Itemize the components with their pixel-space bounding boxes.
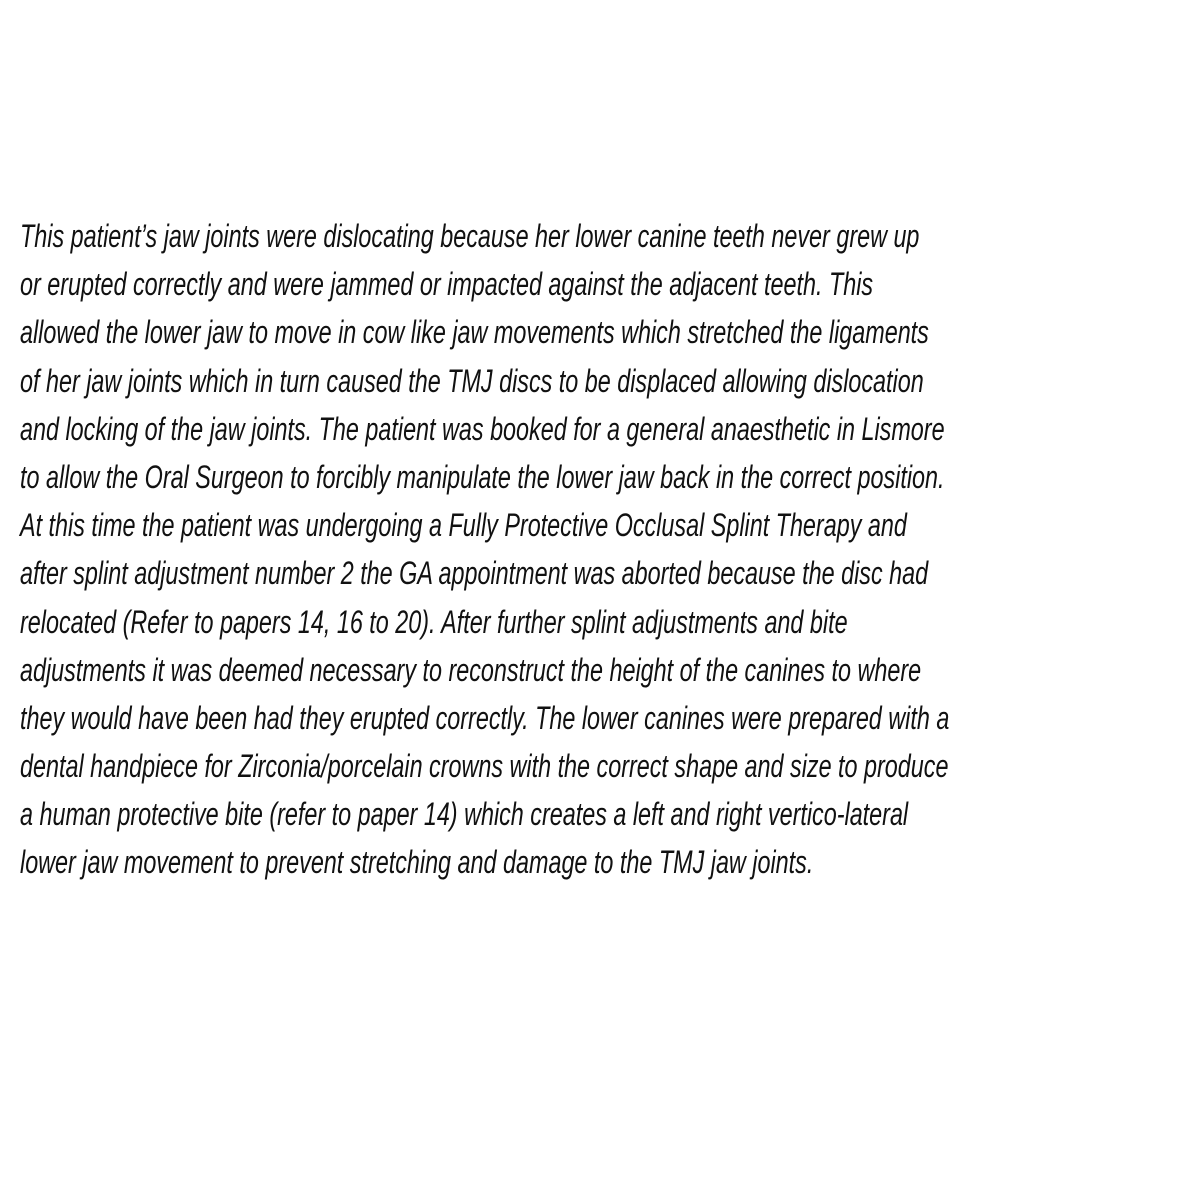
text-line: or erupted correctly and were jammed or impacted against the adjacent teeth. This [20,266,874,303]
text-line: allowed the lower jaw to move in cow like jaw movements which stretched the ligaments [20,314,929,351]
text-line: lower jaw movement to prevent stretching and damage to the TMJ jaw joints. [20,844,814,881]
text-line: dental handpiece for Zirconia/porcelain crowns with the correct shape and size to produce [20,748,949,785]
text-line: adjustments it was deemed necessary to reconstruct the height of the canines to where [20,651,922,688]
text-line: a human protective bite (refer to paper 14) which creates a left and right vertico-lateral [20,796,909,833]
text-line: and locking of the jaw joints. The patient was booked for a general anaesthetic in Lismore [20,410,945,447]
text-line: to allow the Oral Surgeon to forcibly manipulate the lower jaw back in the correct position. [20,458,945,495]
body-paragraph [20,212,1200,887]
text-line: they would have been had they erupted correctly. The lower canines were prepared with a [20,699,950,736]
text-line: after splint adjustment number 2 the GA appointment was aborted because the disc had [20,555,929,592]
text-line: relocated (Refer to papers 14, 16 to 20). After further splint adjustments and bite [20,603,848,640]
text-line: of her jaw joints which in turn caused the TMJ discs to be displaced allowing dislocation [20,362,924,399]
text-line: At this time the patient was undergoing a Fully Protective Occlusal Splint Therapy and [20,507,907,544]
text-line: This patient’s jaw joints were dislocating because her lower canine teeth never grew up [20,218,920,254]
